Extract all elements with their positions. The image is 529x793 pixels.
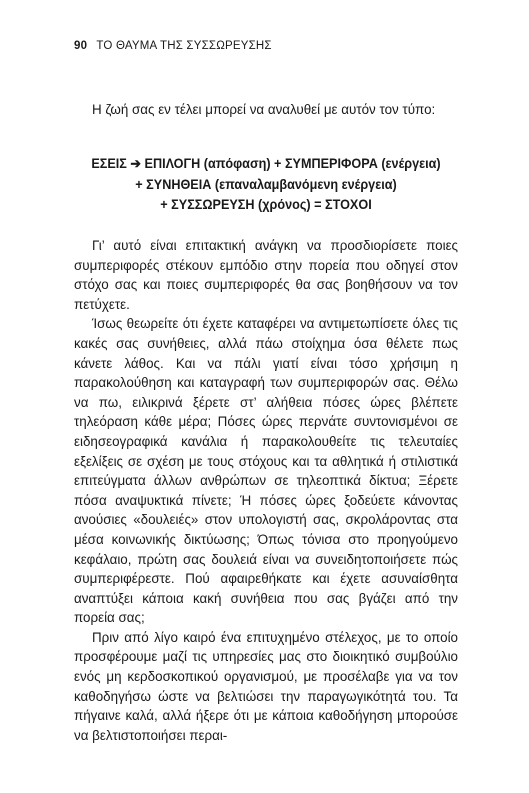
formula-line-1: ΕΣΕΙΣ ➔ ΕΠΙΛΟΓΗ (απόφαση) + ΣΥΜΠΕΡΙΦΟΡΑ (ενέργεια) xyxy=(91,156,441,171)
running-header xyxy=(74,40,272,52)
formula-line-3: + ΣΥΣΣΩΡΕΥΣΗ (χρόνος) = ΣΤΟΧΟΙ xyxy=(160,197,372,212)
intro-paragraph xyxy=(74,100,458,120)
page-number: 90 xyxy=(74,40,88,52)
intro-text: Η ζωή σας εν τέλει μπορεί να αναλυθεί με αυτόν τον τύπο: xyxy=(92,102,436,117)
formula-block xyxy=(87,154,444,216)
paragraph-2: Ίσως θεωρείτε ότι έχετε καταφέρει να αντιμετωπίσετε όλες τις κακές σας συνήθειες, αλλά πάω στοίχημα όσα θέλετε πως κάνετε λάθος. Και να πάλι γιατί είναι τόσο χρήσιμη η παρακολούθηση και καταγραφή των συμπεριφορών σας. Θέλω να πω, ειλικρινά ξέρετε στ’ αλήθεια πόσες ώρες βλέπετε τηλεόραση κάθε μέρα; Πόσες ώρες περνάτε συντονισμένοι σε ειδησεογραφικά κανάλια ή παρακολουθείτε τις τελευταίες εξελίξεις σε σχέση με τους στόχους και τα αθλητικά ή στιλιστικά επιτεύγματα άλλων ανθρώπων σε τηλεοπτικά δίκτυα; Ξέρετε πόσα αναψυκτικά πίνετε; Ή πόσες ώρες ξοδεύετε κάνοντας ανούσιες «δουλειές» στον υπολογιστή σας, σκρολάροντας στα μέσα κοινωνικής δικτύωσης; Όπως τόνισα στο προηγούμενο κεφάλαιο, πρώτη σας δουλειά είναι να συνειδητοποιήσετε πώς συμπεριφέρεστε. Πού αφαιρεθήκατε και έχετε ασυναίσθητα αναπτύξει κάποια κακή συνήθεια που σας βγάζει από την πορεία σας; xyxy=(74,316,458,626)
running-title: ΤΟ ΘΑΥΜΑ ΤΗΣ ΣΥΣΣΩΡΕΥΣΗΣ xyxy=(96,40,272,52)
body-paragraphs xyxy=(74,236,458,745)
formula-line-2: + ΣΥΝΗΘΕΙΑ (επαναλαμβανόμενη ενέργεια) xyxy=(135,176,397,192)
paragraph-1: Γι’ αυτό είναι επιτακτική ανάγκη να προσδιορίσετε ποιες συμπεριφορές στέκουν εμπόδιο στην πορεία που οδηγεί στον στόχο σας και ποιες συμπεριφορές θα σας βοηθήσουν να τον πετύχετε. xyxy=(74,238,458,312)
paragraph-3: Πριν από λίγο καιρό ένα επιτυχημένο στέλεχος, με το οποίο προσφέρουμε μαζί τις υπηρεσίες μας στο διοικητικό συμβούλιο ενός μη κερδοσκοπικού οργανισμού, με προσέλαβε για να τον καθοδηγήσω ώστε να βελτιώσει την παραγωγικότητά του. Τα πήγαινε καλά, αλλά ήξερε ότι με κάποια καθοδήγηση μπορούσε να βελτιστοποιήσει περαι- xyxy=(74,629,458,743)
